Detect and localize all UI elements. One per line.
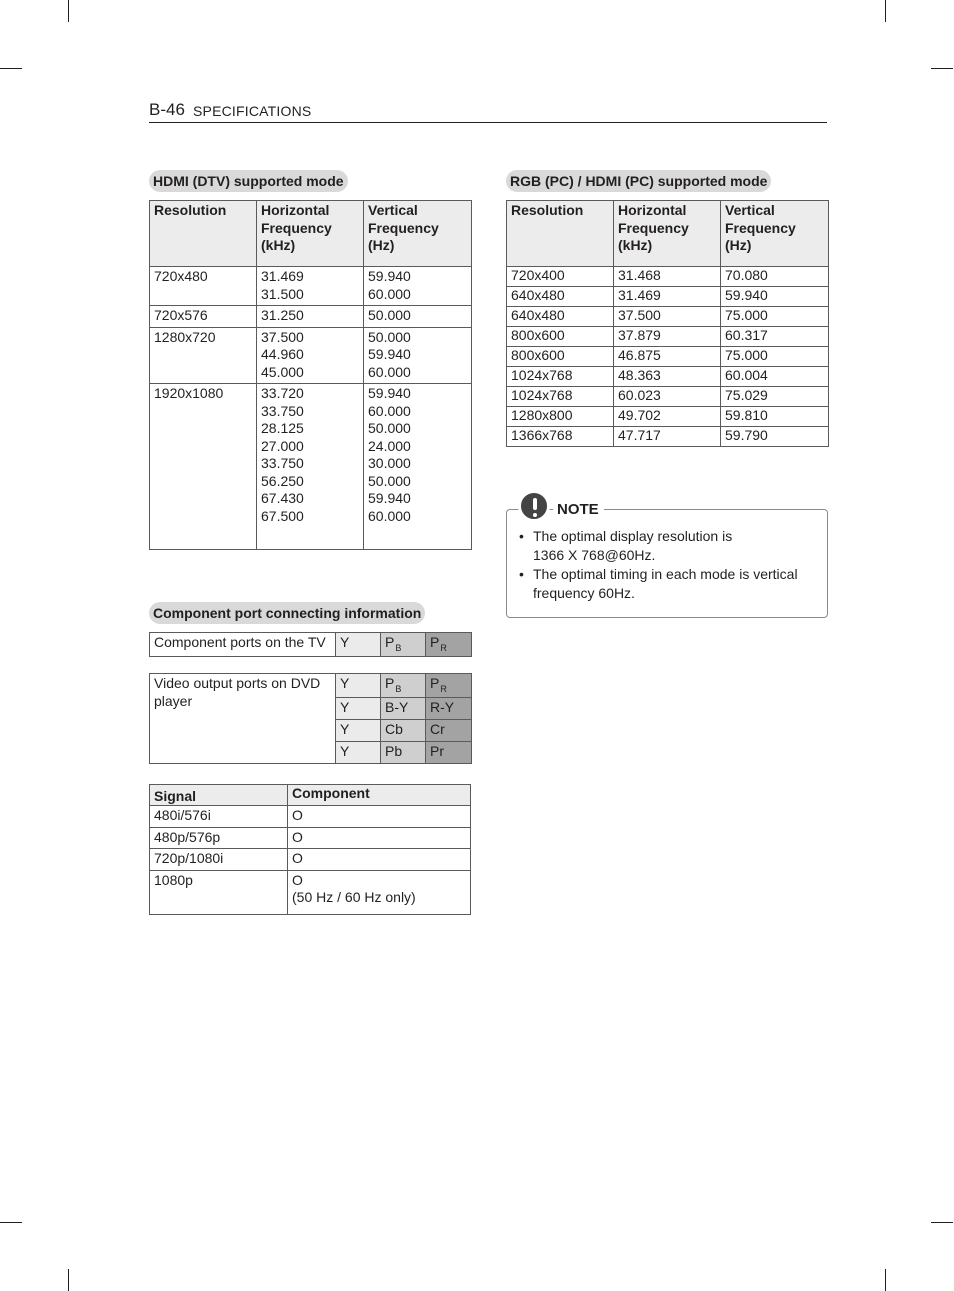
frequency-value: 50.000	[368, 420, 411, 436]
crop-mark	[68, 0, 69, 22]
table-row	[150, 327, 472, 384]
hdmi-dtv-title: HDMI (DTV) supported mode	[149, 170, 348, 192]
dvd-ports-table	[149, 673, 472, 764]
resolution-cell: 1024x768	[507, 367, 614, 387]
horizontal-frequency-cell	[257, 306, 364, 328]
crop-mark	[68, 1269, 69, 1291]
horizontal-frequency-cell: 48.363	[614, 367, 721, 387]
horizontal-frequency-cell: 37.879	[614, 327, 721, 347]
signal-cell: 480i/576i	[150, 806, 288, 828]
resolution-cell: 720x576	[150, 306, 257, 328]
frequency-value: 60.000	[368, 507, 411, 524]
port-pr: $P_R$	[426, 633, 472, 657]
frequency-value: 28.125	[261, 420, 304, 436]
component-title: Component port connecting information	[149, 602, 425, 624]
table-row	[507, 347, 829, 367]
crop-mark	[885, 0, 886, 22]
vertical-frequency-cell	[364, 306, 472, 328]
resolution-cell: 1280x720	[150, 327, 257, 384]
frequency-value: 60.000	[368, 402, 411, 419]
resolution-cell: 1024x768	[507, 387, 614, 407]
port-cell: Y	[336, 741, 381, 763]
table-row	[507, 327, 829, 347]
frequency-value: 59.940	[368, 346, 411, 362]
frequency-value: 33.750	[261, 402, 304, 419]
horizontal-frequency-cell: 49.702	[614, 407, 721, 427]
signal-cell: 720p/1080i	[150, 849, 288, 871]
column-header: Resolution	[507, 201, 614, 267]
table-row	[150, 267, 472, 306]
table-row	[507, 387, 829, 407]
table-header-row	[150, 785, 471, 806]
table-row	[150, 633, 472, 657]
vertical-frequency-cell: 59.790	[721, 427, 829, 447]
table-row	[150, 674, 472, 698]
port-cell: R-Y	[426, 697, 472, 719]
component-cell: O	[288, 827, 471, 849]
port-cell: Cb	[381, 719, 426, 741]
frequency-value: 59.940	[368, 385, 411, 401]
frequency-value: 50.000	[368, 307, 411, 323]
resolution-cell: 800x600	[507, 347, 614, 367]
note-title: NOTE	[553, 500, 604, 520]
column-header: Signal	[150, 785, 288, 806]
port-pb: $P_B$	[381, 674, 426, 698]
exclamation-icon	[518, 490, 550, 522]
tv-ports-table	[149, 632, 472, 657]
note-list	[519, 527, 819, 603]
signal-cell: 1080p	[150, 870, 288, 914]
port-cell: B-Y	[381, 697, 426, 719]
frequency-value: 31.469	[261, 268, 304, 284]
resolution-cell: 720x480	[150, 267, 257, 306]
frequency-value: 27.000	[261, 437, 304, 454]
vertical-frequency-cell: 75.000	[721, 347, 829, 367]
resolution-cell: 1366x768	[507, 427, 614, 447]
frequency-value: 67.430	[261, 490, 304, 506]
note-text: The optimal timing in each mode is vertical	[533, 566, 798, 582]
column-header: Vertical Frequency (Hz)	[364, 201, 472, 267]
column-header: Horizontal Frequency (kHz)	[257, 201, 364, 267]
resolution-cell: 800x600	[507, 327, 614, 347]
table-row	[150, 827, 471, 849]
port-cell: Pb	[381, 741, 426, 763]
table-row	[150, 870, 471, 914]
table-header-row	[150, 201, 472, 267]
frequency-value: 24.000	[368, 437, 411, 454]
note-text: The optimal display resolution is	[533, 528, 733, 544]
frequency-value: 45.000	[261, 363, 304, 380]
horizontal-frequency-cell: 31.469	[614, 287, 721, 307]
frequency-value: 44.960	[261, 346, 304, 362]
table-row	[507, 407, 829, 427]
table-header-row	[507, 201, 829, 267]
frequency-value: 60.000	[368, 285, 411, 302]
rgb-pc-title: RGB (PC) / HDMI (PC) supported mode	[506, 170, 771, 192]
crop-mark	[931, 68, 953, 69]
horizontal-frequency-cell: 31.468	[614, 267, 721, 287]
horizontal-frequency-cell: 47.717	[614, 427, 721, 447]
port-cell: Cr	[426, 719, 472, 741]
vertical-frequency-cell: 60.004	[721, 367, 829, 387]
column-header: Component	[288, 785, 471, 806]
note-text: frequency 60Hz.	[533, 585, 635, 601]
frequency-value: 31.500	[261, 285, 304, 302]
tv-ports-label: Component ports on the TV	[150, 633, 336, 657]
signal-cell: 480p/576p	[150, 827, 288, 849]
column-header: Resolution	[150, 201, 257, 267]
note-item	[519, 527, 819, 565]
resolution-cell: 640x480	[507, 287, 614, 307]
crop-mark	[0, 1222, 22, 1223]
crop-mark	[931, 1222, 953, 1223]
dvd-ports-label: Video output ports on DVD player	[150, 674, 336, 764]
vertical-frequency-cell: 75.000	[721, 307, 829, 327]
horizontal-frequency-cell	[257, 327, 364, 384]
table-row	[150, 849, 471, 871]
vertical-frequency-cell: 59.940	[721, 287, 829, 307]
horizontal-frequency-cell: 37.500	[614, 307, 721, 327]
component-cell: O	[288, 806, 471, 828]
port-pr: $P_R$	[426, 674, 472, 698]
port-cell: Pr	[426, 741, 472, 763]
table-row	[150, 306, 472, 328]
resolution-cell: 640x480	[507, 307, 614, 327]
rgb-pc-table	[506, 200, 829, 447]
table-row	[150, 384, 472, 550]
column-header: Horizontal Frequency (kHz)	[614, 201, 721, 267]
port-y: Y	[336, 633, 381, 657]
note-item	[519, 565, 819, 603]
frequency-value: 60.000	[368, 363, 411, 380]
horizontal-frequency-cell: 46.875	[614, 347, 721, 367]
vertical-frequency-cell: 60.317	[721, 327, 829, 347]
horizontal-frequency-cell	[257, 384, 364, 550]
frequency-value: 37.500	[261, 328, 304, 345]
table-row	[507, 367, 829, 387]
frequency-value: 50.000	[368, 328, 411, 345]
frequency-value: 56.250	[261, 472, 304, 489]
signal-table	[149, 784, 471, 915]
vertical-frequency-cell: 75.029	[721, 387, 829, 407]
frequency-value: 59.940	[368, 490, 411, 506]
frequency-value: 33.720	[261, 385, 304, 401]
resolution-cell: 1280x800	[507, 407, 614, 427]
table-row	[150, 806, 471, 828]
frequency-value: 30.000	[368, 455, 411, 471]
component-cell: O (50 Hz / 60 Hz only)	[288, 870, 471, 914]
vertical-frequency-cell	[364, 267, 472, 306]
crop-mark	[0, 68, 22, 69]
section-title: SPECIFICATIONS	[193, 103, 312, 119]
port-pb: $P_B$	[381, 633, 426, 657]
page-header	[149, 100, 827, 123]
note-text: 1366 X 768@60Hz.	[533, 547, 656, 563]
horizontal-frequency-cell	[257, 267, 364, 306]
resolution-cell: 1920x1080	[150, 384, 257, 550]
page-number: B-46	[149, 100, 185, 119]
horizontal-frequency-cell: 60.023	[614, 387, 721, 407]
table-row	[507, 267, 829, 287]
vertical-frequency-cell: 59.810	[721, 407, 829, 427]
vertical-frequency-cell: 70.080	[721, 267, 829, 287]
frequency-value: 33.750	[261, 455, 304, 471]
port-cell: Y	[336, 697, 381, 719]
resolution-cell: 720x400	[507, 267, 614, 287]
frequency-value: 67.500	[261, 507, 304, 524]
frequency-value: 50.000	[368, 472, 411, 489]
table-row	[507, 287, 829, 307]
component-cell: O	[288, 849, 471, 871]
table-row	[507, 307, 829, 327]
crop-mark	[885, 1269, 886, 1291]
frequency-value: 59.940	[368, 268, 411, 284]
frequency-value: 31.250	[261, 307, 304, 323]
vertical-frequency-cell	[364, 384, 472, 550]
hdmi-dtv-table	[149, 200, 472, 550]
port-y: Y	[336, 674, 381, 698]
port-cell: Y	[336, 719, 381, 741]
vertical-frequency-cell	[364, 327, 472, 384]
column-header: Vertical Frequency (Hz)	[721, 201, 829, 267]
table-row	[507, 427, 829, 447]
